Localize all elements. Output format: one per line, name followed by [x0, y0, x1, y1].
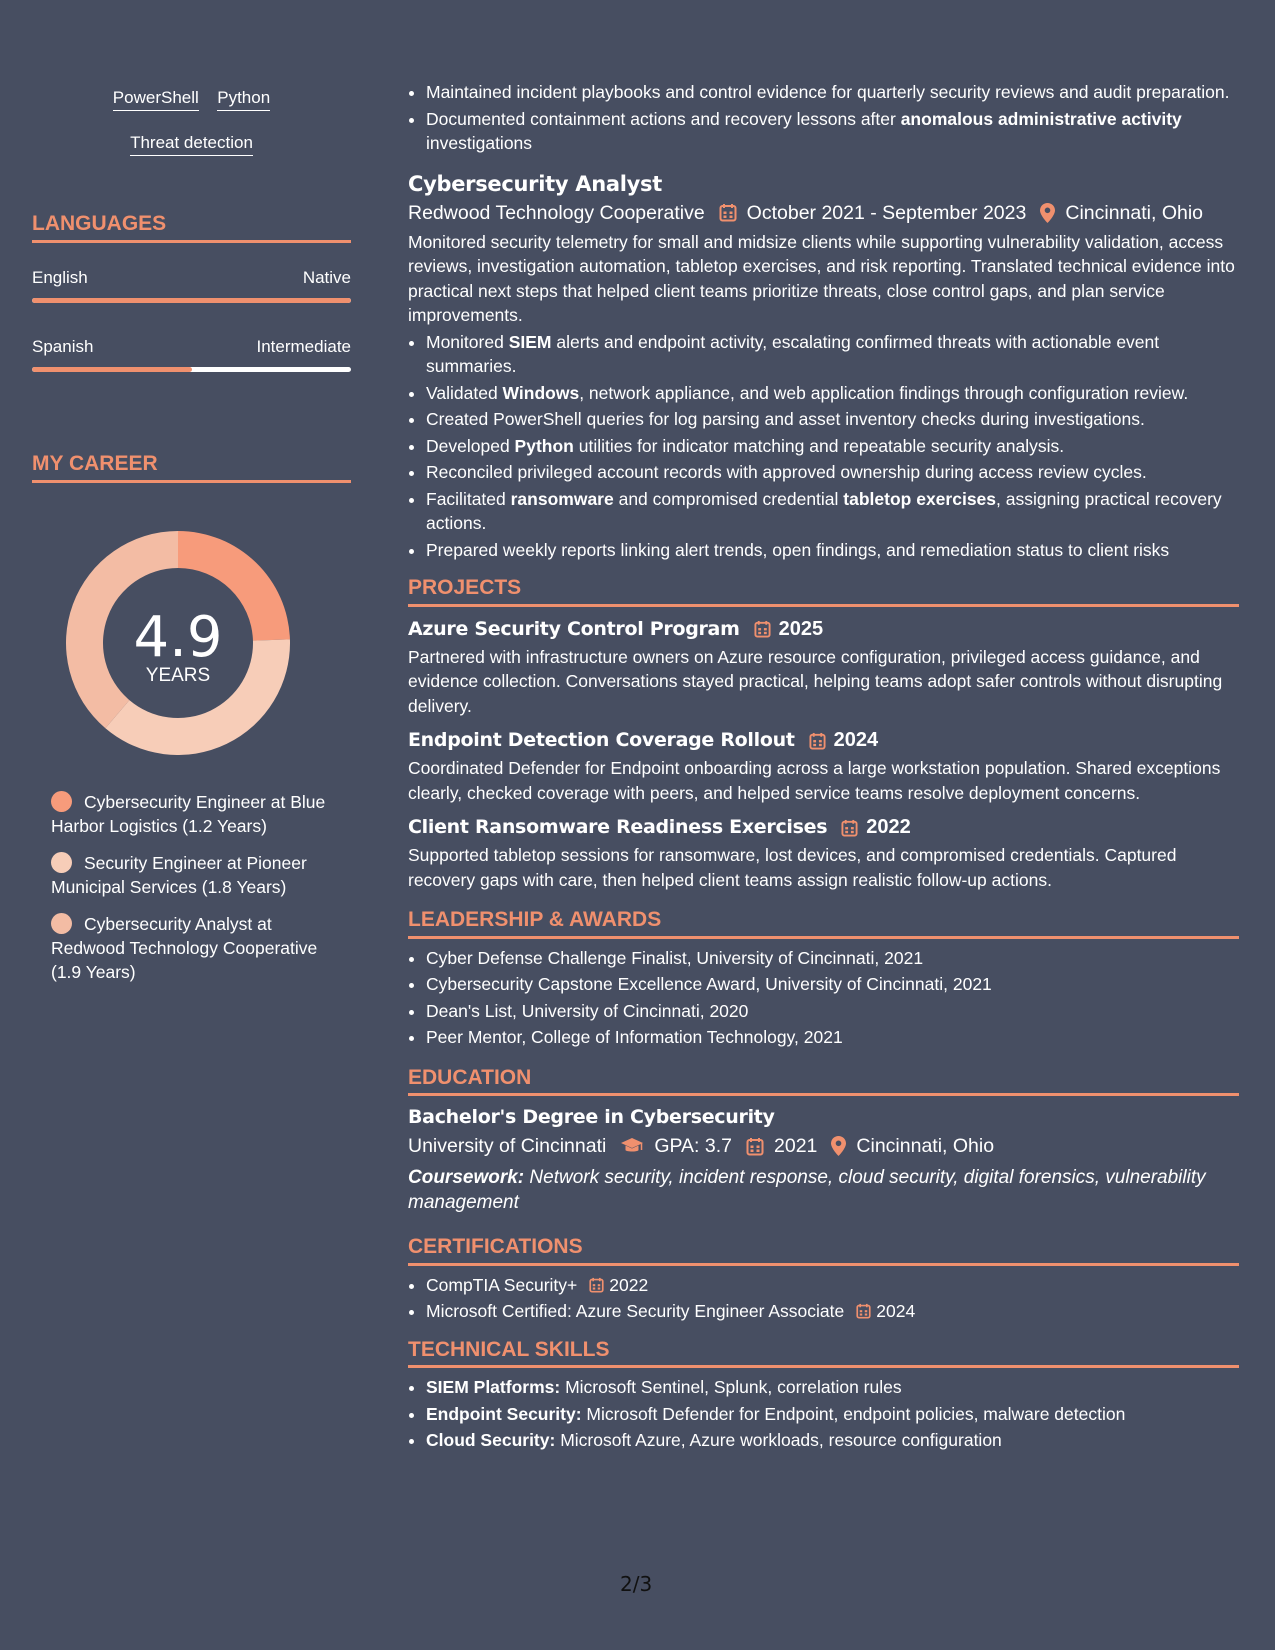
bullet-text: , assigning practical recovery actions.	[426, 488, 1222, 533]
language-bar-fill	[32, 298, 351, 303]
bullet-text: Developed	[426, 435, 515, 456]
page-number: 2/3	[620, 1572, 653, 1596]
bullet	[426, 80, 1239, 105]
award-item: • Cybersecurity Capstone Excellence Award, University of Cincinnati, 2021	[426, 972, 1239, 997]
bullet-bold: tabletop exercises	[843, 488, 997, 509]
language-bar	[32, 367, 351, 372]
technical-skills-heading: TECHNICAL SKILLS	[408, 1338, 1239, 1369]
job-meta	[408, 198, 1239, 228]
language-level: Native	[302, 268, 351, 287]
language-spanish	[32, 337, 351, 372]
technical-skill-item	[426, 1402, 1239, 1427]
skill-tag: Python	[217, 88, 270, 111]
languages-heading: LANGUAGES	[32, 212, 351, 243]
graduation-cap-icon	[620, 1137, 644, 1155]
degree-title: Bachelor's Degree in Cybersecurity	[408, 1106, 775, 1128]
bullet-bold: Python	[514, 435, 574, 456]
school-name: University of Cincinnati	[408, 1135, 607, 1157]
calendar-icon	[589, 1277, 604, 1293]
job-summary: Monitored security telemetry for small and midsize clients while supporting vulnerability validation, access reviews, investigation automation, tabletop exercises, and risk reporting. Translated technical evidence into practical next steps that helped client teams prioritize threats, close control gaps, and plan service improvements.	[408, 231, 1235, 325]
job-bullet	[426, 538, 1239, 563]
certification-item	[426, 1299, 1239, 1324]
project	[408, 727, 1239, 805]
career-legend-label: Cybersecurity Analyst at Redwood Technology Cooperative (1.9 Years)	[51, 914, 318, 982]
technical-skill-item	[426, 1428, 1239, 1453]
career-donut-chart	[66, 531, 290, 755]
project-title: Azure Security Control Program	[408, 617, 740, 640]
language-english	[32, 268, 351, 303]
main-column	[408, 80, 1239, 1455]
technical-skill-label: SIEM Platforms:	[426, 1377, 561, 1397]
calendar-icon	[809, 732, 826, 750]
bullet-bold: Windows	[502, 382, 580, 403]
project	[408, 616, 1239, 719]
certification-year: 2022	[609, 1274, 649, 1295]
education-meta	[408, 1131, 1239, 1161]
gpa: GPA: 3.7	[654, 1135, 733, 1157]
school-location: Cincinnati, Ohio	[856, 1135, 995, 1157]
bullet-text: alerts and endpoint activity, escalating confirmed threats with actionable event summaries.	[426, 331, 1160, 376]
career-legend-item	[51, 790, 341, 838]
certifications-list	[408, 1273, 1239, 1324]
skill-tag: PowerShell	[113, 88, 199, 111]
career-heading: MY CAREER	[32, 452, 351, 483]
bullet	[426, 107, 1239, 156]
bullet-text: Prepared weekly reports linking alert trends, open findings, and remediation status to client risks	[426, 539, 1170, 560]
coursework	[408, 1165, 1239, 1215]
career-legend	[51, 790, 341, 997]
awards-list	[408, 946, 1239, 1050]
technical-skill-value: Microsoft Defender for Endpoint, endpoint policies, malware detection	[581, 1403, 1126, 1424]
job-dates: October 2021 - September 2023	[746, 201, 1027, 224]
language-name: English	[32, 268, 88, 287]
bullet-text: Monitored	[426, 331, 509, 352]
job-company: Redwood Technology Cooperative	[408, 201, 705, 224]
career-legend-item	[51, 851, 341, 899]
project-year: 2022	[866, 816, 911, 838]
legend-dot	[51, 791, 72, 812]
technical-skill-item	[426, 1375, 1239, 1400]
bullet-bold: SIEM	[508, 331, 552, 352]
certification-name: • Microsoft Certified: Azure Security Engineer Associate	[426, 1301, 845, 1321]
language-name: Spanish	[32, 337, 94, 356]
project-title: Client Ransomware Readiness Exercises	[408, 816, 828, 838]
job-bullet	[426, 434, 1239, 459]
calendar-icon	[754, 620, 771, 638]
certification-year: 2024	[876, 1301, 916, 1321]
language-bar	[32, 298, 351, 303]
awards-heading: LEADERSHIP & AWARDS	[408, 908, 1239, 939]
language-bar-fill	[32, 367, 192, 372]
job-bullet	[426, 487, 1239, 536]
award-item: • Cyber Defense Challenge Finalist, University of Cincinnati, 2021	[426, 946, 1239, 971]
career-total-years: 4.9	[133, 605, 223, 670]
job-bullets	[408, 330, 1239, 563]
certification-item	[426, 1273, 1239, 1298]
graduation-year: 2021	[774, 1135, 818, 1157]
job-bullet	[426, 381, 1239, 406]
calendar-icon	[856, 1303, 871, 1319]
projects-heading: PROJECTS	[408, 576, 1239, 607]
bullet-text: Reconciled privileged account records with approved ownership during access review cycles.	[426, 462, 1147, 482]
career-legend-label: Cybersecurity Engineer at Blue Harbor Logistics (1.2 Years)	[51, 792, 326, 836]
bullet-text: , network appliance, and web application findings through configuration review.	[579, 382, 1189, 403]
calendar-icon	[719, 203, 737, 222]
award-item: • Peer Mentor, College of Information Technology, 2021	[426, 1025, 1239, 1050]
project-description: Coordinated Defender for Endpoint onboarding across a large workstation population. Shared exceptions clearly, checked coverage with peers, and helped service teams resolve deployment concerns.	[408, 758, 1221, 803]
project-year: 2025	[778, 617, 824, 640]
award-item: • Dean's List, University of Cincinnati, 2020	[426, 999, 1239, 1024]
technical-skill-label: Endpoint Security:	[426, 1403, 582, 1424]
job-bullet	[426, 460, 1239, 485]
calendar-icon	[841, 819, 858, 837]
legend-dot	[51, 913, 72, 934]
career-legend-item	[51, 912, 341, 984]
project-title: Endpoint Detection Coverage Rollout	[408, 729, 795, 751]
bullet-text: utilities for indicator matching and repeatable security analysis.	[573, 435, 1065, 456]
calendar-icon	[746, 1137, 764, 1156]
bullet-text: Documented containment actions and recovery lessons after	[426, 108, 901, 129]
technical-skill-label: Cloud Security:	[426, 1430, 556, 1450]
project	[408, 814, 1239, 892]
bullet-text: and compromised credential	[613, 488, 844, 509]
previous-job-bullets	[408, 80, 1239, 156]
technical-skills-list	[408, 1375, 1239, 1453]
coursework-label: Coursework:	[408, 1167, 525, 1188]
career-legend-label: Security Engineer at Pioneer Municipal Services (1.8 Years)	[51, 853, 307, 897]
bullet-text: Created PowerShell queries for log parsing and asset inventory checks during investigations.	[426, 409, 1145, 429]
language-level: Intermediate	[256, 337, 351, 356]
job-title: Cybersecurity Analyst	[408, 171, 662, 196]
job-location: Cincinnati, Ohio	[1065, 201, 1204, 224]
location-pin-icon	[1040, 203, 1055, 223]
job-bullet	[426, 407, 1239, 432]
project-description: Supported tabletop sessions for ransomware, lost devices, and compromised credentials. Captured recovery gaps with care, then helped client teams assign realistic follow-up actions.	[408, 845, 1177, 890]
location-pin-icon	[831, 1136, 846, 1156]
bullet-bold: ransomware	[510, 488, 614, 509]
bullet-text: Facilitated	[426, 488, 511, 509]
technical-skill-value: Microsoft Azure, Azure workloads, resource configuration	[555, 1430, 1002, 1450]
bullet-bold: anomalous administrative activity	[900, 108, 1182, 129]
certification-name: • CompTIA Security+	[426, 1274, 578, 1295]
project-description: Partnered with infrastructure owners on Azure resource configuration, privileged access guidance, and evidence collection. Conversations stayed practical, helping teams adopt safer controls without disrupting delivery.	[408, 646, 1223, 716]
project-year: 2024	[833, 729, 879, 751]
education-heading: EDUCATION	[408, 1066, 1239, 1097]
bullet-text: Maintained incident playbooks and control evidence for quarterly security reviews and audit preparation.	[426, 82, 1230, 102]
technical-skill-value: Microsoft Sentinel, Splunk, correlation rules	[560, 1377, 902, 1397]
skill-tag: Threat detection	[130, 133, 253, 156]
legend-dot	[51, 852, 72, 873]
certifications-heading: CERTIFICATIONS	[408, 1235, 1239, 1266]
bullet-text: investigations	[426, 133, 533, 153]
skill-tags	[32, 88, 351, 178]
bullet-text: Validated	[426, 382, 503, 403]
career-total-unit: YEARS	[145, 665, 211, 686]
job-bullet	[426, 330, 1239, 379]
coursework-text: Network security, incident response, cloud security, digital forensics, vulnerability management	[408, 1167, 1206, 1213]
